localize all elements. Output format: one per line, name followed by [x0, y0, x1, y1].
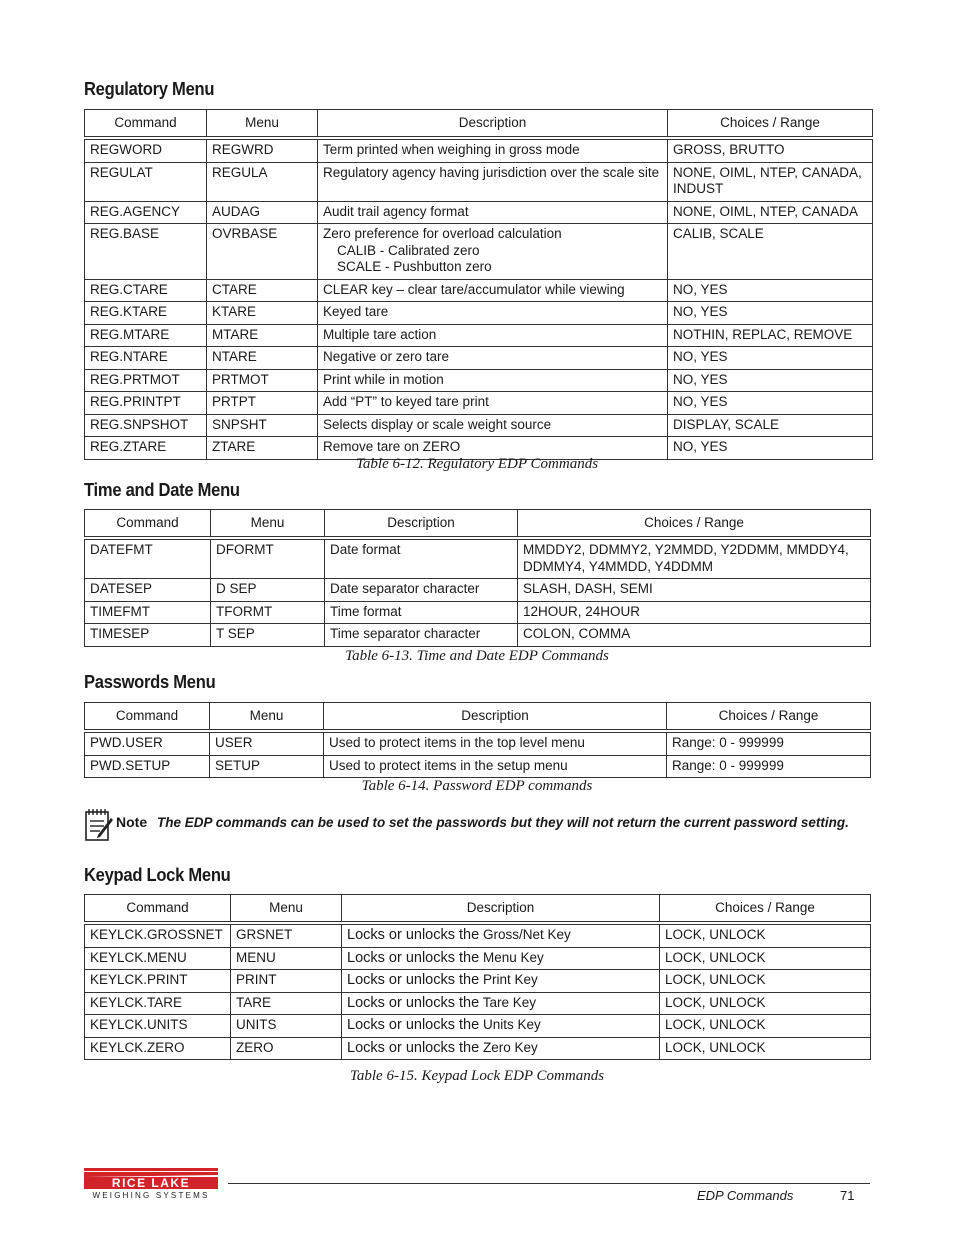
cell-menu: SNPSHT	[207, 414, 318, 437]
regulatory-caption: Table 6-12. Regulatory EDP Commands	[355, 456, 599, 472]
table-row	[85, 201, 873, 224]
cell-choices: NO, YES	[668, 302, 873, 325]
table-row	[85, 369, 873, 392]
col-menu: Menu	[231, 895, 342, 924]
table-row	[85, 579, 871, 602]
table-row	[85, 1015, 871, 1038]
table-row	[85, 538, 871, 579]
cell-choices: NO, YES	[668, 369, 873, 392]
table-row	[85, 392, 873, 415]
keypad-menu-title: Keypad Lock Menu	[84, 865, 231, 885]
cell-menu: UNITS	[231, 1015, 342, 1038]
cell-choices: DISPLAY, SCALE	[668, 414, 873, 437]
cell-choices: CALIB, SCALE	[668, 224, 873, 280]
desc-key: Units Key	[482, 1017, 541, 1032]
cell-command: REG.BASE	[85, 224, 207, 280]
desc-lead: Locks or unlocks the	[347, 949, 480, 966]
logo-tagline: WEIGHING SYSTEMS	[92, 1191, 210, 1200]
cell-command: REGULAT	[85, 162, 207, 201]
cell-description	[342, 970, 660, 993]
cell-command: KEYLCK.TARE	[85, 992, 231, 1015]
col-description: Description	[325, 510, 518, 539]
cell-command: REG.ZTARE	[85, 437, 207, 460]
col-command: Command	[85, 510, 211, 539]
col-menu: Menu	[210, 703, 324, 732]
col-choices: Choices / Range	[660, 895, 871, 924]
timedate-table	[84, 509, 871, 647]
cell-description: Add “PT” to keyed tare print	[318, 392, 668, 415]
col-choices: Choices / Range	[518, 510, 871, 539]
col-command: Command	[85, 110, 207, 139]
cell-menu: MENU	[231, 947, 342, 970]
cell-description: Date format	[325, 538, 518, 579]
desc-sub-calib: CALIB - Calibrated zero	[337, 242, 480, 258]
cell-description	[342, 923, 660, 947]
cell-menu: TFORMT	[211, 601, 325, 624]
cell-command: REG.NTARE	[85, 347, 207, 370]
col-menu: Menu	[207, 110, 318, 139]
cell-menu: TARE	[231, 992, 342, 1015]
passwords-table	[84, 702, 871, 778]
desc-lead: Locks or unlocks the	[347, 927, 480, 943]
cell-description: Audit trail agency format	[318, 201, 668, 224]
cell-choices: Range: 0 - 999999	[667, 755, 871, 778]
cell-description: Regulatory agency having jurisdiction over the scale site	[318, 162, 668, 201]
table-row	[85, 162, 873, 201]
desc-lead: Locks or unlocks the	[347, 972, 480, 988]
col-menu: Menu	[211, 510, 325, 539]
cell-choices: Range: 0 - 999999	[667, 731, 871, 755]
cell-choices: NONE, OIML, NTEP, CANADA, INDUST	[668, 162, 873, 201]
note-label: Note	[116, 814, 148, 830]
cell-menu: PRTPT	[207, 392, 318, 415]
cell-description	[342, 992, 660, 1015]
desc-key: Gross/Net Key	[482, 927, 571, 942]
regulatory-table	[84, 109, 873, 460]
cell-menu: GRSNET	[231, 923, 342, 947]
cell-menu: PRTMOT	[207, 369, 318, 392]
col-description: Description	[342, 895, 660, 924]
cell-choices: LOCK, UNLOCK	[660, 992, 871, 1015]
cell-description: Selects display or scale weight source	[318, 414, 668, 437]
table-row	[85, 601, 871, 624]
table-row	[85, 1037, 871, 1060]
cell-description: Remove tare on ZERO	[318, 437, 668, 460]
cell-menu: OVRBASE	[207, 224, 318, 280]
table-row	[85, 138, 873, 162]
cell-choices: NOTHIN, REPLAC, REMOVE	[668, 324, 873, 347]
table-row	[85, 414, 873, 437]
cell-menu: KTARE	[207, 302, 318, 325]
cell-choices: LOCK, UNLOCK	[660, 970, 871, 993]
cell-command: TIMESEP	[85, 624, 211, 647]
cell-description	[342, 947, 660, 970]
col-command: Command	[85, 895, 231, 924]
cell-command: DATESEP	[85, 579, 211, 602]
table-row	[85, 224, 873, 280]
cell-choices: NO, YES	[668, 347, 873, 370]
passwords-caption: Table 6-14. Password EDP commands	[361, 778, 593, 794]
cell-menu: ZERO	[231, 1037, 342, 1060]
cell-description: Print while in motion	[318, 369, 668, 392]
table-row	[85, 992, 871, 1015]
cell-description: Time format	[325, 601, 518, 624]
keypad-caption: Table 6-15. Keypad Lock EDP Commands	[349, 1068, 605, 1084]
cell-description: Negative or zero tare	[318, 347, 668, 370]
desc-key: Tare Key	[482, 994, 536, 1010]
cell-menu: REGULA	[207, 162, 318, 201]
cell-description	[342, 1037, 660, 1060]
cell-command: REG.PRTMOT	[85, 369, 207, 392]
cell-choices: NO, YES	[668, 437, 873, 460]
cell-command: KEYLCK.GROSSNET	[85, 923, 231, 947]
desc-lead: Locks or unlocks the	[347, 1039, 480, 1056]
cell-choices: GROSS, BRUTTO	[668, 138, 873, 162]
cell-command: REG.PRINTPT	[85, 392, 207, 415]
cell-menu: AUDAG	[207, 201, 318, 224]
cell-description: Used to protect items in the top level menu	[324, 731, 667, 755]
table-row	[85, 947, 871, 970]
cell-description: Date separator character	[325, 579, 518, 602]
note-callout	[84, 806, 884, 842]
cell-choices: LOCK, UNLOCK	[660, 1015, 871, 1038]
cell-command: REG.SNPSHOT	[85, 414, 207, 437]
desc-lead: Locks or unlocks the	[347, 1017, 480, 1033]
table-row	[85, 731, 871, 755]
cell-choices: COLON, COMMA	[518, 624, 871, 647]
cell-command: DATEFMT	[85, 538, 211, 579]
desc-key: Zero Key	[482, 1039, 538, 1055]
cell-choices: LOCK, UNLOCK	[660, 1037, 871, 1060]
cell-command: KEYLCK.PRINT	[85, 970, 231, 993]
cell-choices: LOCK, UNLOCK	[660, 947, 871, 970]
cell-command: PWD.SETUP	[85, 755, 210, 778]
cell-command: KEYLCK.ZERO	[85, 1037, 231, 1060]
page-number: 71	[840, 1188, 855, 1203]
col-description: Description	[318, 110, 668, 139]
timedate-menu-title: Time and Date Menu	[84, 480, 240, 500]
cell-menu: T SEP	[211, 624, 325, 647]
cell-choices: LOCK, UNLOCK	[660, 923, 871, 947]
table-row	[85, 970, 871, 993]
table-row	[85, 755, 871, 778]
cell-command: REG.CTARE	[85, 279, 207, 302]
table-row	[85, 302, 873, 325]
col-description: Description	[324, 703, 667, 732]
timedate-caption: Table 6-13. Time and Date EDP Commands	[345, 648, 609, 664]
cell-menu: USER	[210, 731, 324, 755]
desc-lead: Locks or unlocks the	[347, 994, 480, 1011]
regulatory-menu-title: Regulatory Menu	[84, 79, 215, 99]
cell-description	[342, 1015, 660, 1038]
cell-menu: PRINT	[231, 970, 342, 993]
cell-choices: 12HOUR, 24HOUR	[518, 601, 871, 624]
desc-main: Zero preference for overload calculation	[323, 226, 562, 241]
cell-menu: CTARE	[207, 279, 318, 302]
cell-command: PWD.USER	[85, 731, 210, 755]
cell-command: REG.KTARE	[85, 302, 207, 325]
keypad-table	[84, 894, 871, 1060]
cell-command: REGWORD	[85, 138, 207, 162]
cell-command: KEYLCK.UNITS	[85, 1015, 231, 1038]
cell-description: CLEAR key – clear tare/accumulator while viewing	[318, 279, 668, 302]
cell-choices: NO, YES	[668, 279, 873, 302]
table-row	[85, 923, 871, 947]
cell-menu: DFORMT	[211, 538, 325, 579]
cell-description: Used to protect items in the setup menu	[324, 755, 667, 778]
table-row	[85, 624, 871, 647]
cell-command: TIMEFMT	[85, 601, 211, 624]
col-choices: Choices / Range	[668, 110, 873, 139]
cell-description: Term printed when weighing in gross mode	[318, 138, 668, 162]
cell-description: Multiple tare action	[318, 324, 668, 347]
cell-command: KEYLCK.MENU	[85, 947, 231, 970]
desc-sub-scale: SCALE - Pushbutton zero	[337, 259, 492, 274]
cell-menu: NTARE	[207, 347, 318, 370]
cell-menu: MTARE	[207, 324, 318, 347]
footer-section: EDP Commands	[697, 1188, 794, 1203]
cell-choices: NO, YES	[668, 392, 873, 415]
cell-description: Keyed tare	[318, 302, 668, 325]
passwords-menu-title: Passwords Menu	[84, 672, 216, 692]
cell-choices: MMDDY2, DDMMY2, Y2MMDD, Y2DDMM, MMDDY4, DDMMY4, Y4MMDD, Y4DDMM	[518, 538, 871, 579]
table-row	[85, 347, 873, 370]
cell-description	[318, 224, 668, 280]
table-row	[85, 324, 873, 347]
cell-command: REG.MTARE	[85, 324, 207, 347]
col-choices: Choices / Range	[667, 703, 871, 732]
cell-menu: SETUP	[210, 755, 324, 778]
col-command: Command	[85, 703, 210, 732]
logo-wordmark: RICE LAKE	[111, 1176, 191, 1190]
cell-command: REG.AGENCY	[85, 201, 207, 224]
cell-menu: ZTARE	[207, 437, 318, 460]
desc-key: Print Key	[482, 972, 538, 987]
table-row	[85, 279, 873, 302]
notepad-icon	[84, 808, 114, 847]
cell-choices: NONE, OIML, NTEP, CANADA	[668, 201, 873, 224]
desc-key: Menu Key	[482, 949, 544, 965]
cell-choices: SLASH, DASH, SEMI	[518, 579, 871, 602]
note-text: The EDP commands can be used to set the passwords but they will not return the current password setting.	[157, 815, 849, 830]
rice-lake-logo	[84, 1168, 218, 1200]
cell-menu: REGWRD	[207, 138, 318, 162]
cell-menu: D SEP	[211, 579, 325, 602]
footer-rule	[228, 1183, 870, 1184]
cell-description: Time separator character	[325, 624, 518, 647]
